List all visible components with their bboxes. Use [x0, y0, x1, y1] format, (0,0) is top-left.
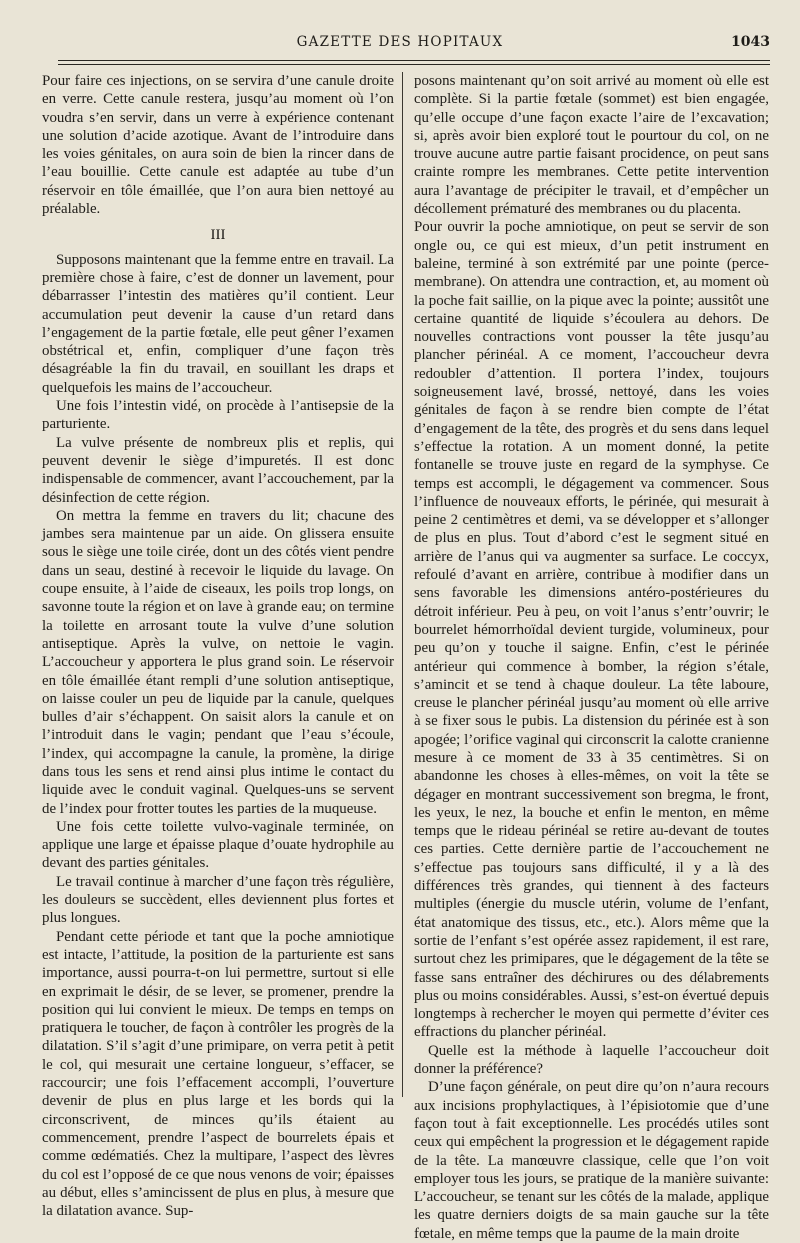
- column-divider: [402, 72, 403, 1097]
- paragraph: Pendant cette période et tant que la poche amniotique est intacte, l’attitude, la position de la parturiente est sans importance, aussi pourra-t-on lui permettre, surtout si elle en exprimait le désir, de se lever, se promener, prendre la position qui lui convient le mieux. De temps en temps on pratiquera le toucher, de façon à contrôler les progrès de la dilatation. S’il s’agit d’une primipare, on verra petit à petit le col, qui mesurait une certaine longueur, s’effacer, se raccourcir; une fois l’effacement accompli, l’ouverture devenir de plus en plus large et les bords qui la circonscrivent, de minces qu’ils étaient au commencement, prendre l’aspect de bourrelets épais et comme œdématiés. Chez la multipare, l’aspect des lèvres du col est l’opposé de ce que nous venons de voir; épaisses au début, elles s’amincissent de plus en plus, à mesure que la dilatation avance. Sup-: [42, 928, 394, 1220]
- header-rule-top: [58, 60, 770, 61]
- paragraph: La vulve présente de nombreux plis et replis, qui peuvent devenir le siège d’impuretés. Il est donc indispensable de commencer, avant l’accouchement, par la désinfection de cette région.: [42, 434, 394, 506]
- paragraph: Une fois l’intestin vidé, on procède à l’antisepsie de la parturiente.: [42, 398, 394, 433]
- section-heading: III: [210, 227, 226, 244]
- paragraph: On mettra la femme en travers du lit; chacune des jambes sera maintenue par un aide. On glissera ensuite sous le siège une toile cirée, dont un des côtés vient pendre dans un seau, destiné à recevoir le liquide du lavage. On coupe ensuite, à l’aide de ciseaux, les poils trop longs, on savonne toute la région et on lave à grande eau; on termine la toilette en arrosant toute la vulve d’une solution antiseptique. Après la vulve, on nettoie le vagin. L’accoucheur y apportera le plus grand soin. Le réservoir en tôle émaillée étant rempli d’une solution antiseptique, on laisse couler un peu de liquide par la canule, quelques bulles d’air s’échappent. On saisit alors la canule et on l’introduit dans le vagin; pendant que l’eau s’écoule, l’index, qui accompagne la canule, la promène, la dirige dans tous les sens et rend ainsi plus intime le contact du liquide avec le conduit vaginal. Quelques-uns se servent de l’index pour frotter toutes les parties de la muqueuse.: [42, 507, 394, 817]
- paragraph: Une fois cette toilette vulvo-vaginale terminée, on applique une large et épaisse plaque d’ouate hydrophile au devant des parties génitales.: [42, 818, 394, 872]
- paragraph: posons maintenant qu’on soit arrivé au moment où elle est complète. Si la partie fœtale (sommet) est bien engagée, qu’elle occupe d’une façon exacte l’aire de l’excavation; si, après avoir bien exploré tout le pourtour du col, on ne trouve aucune autre partie faisant procidence, on peut sans crainte rompre les membranes. Cette petite intervention aura l’avantage de précipiter le travail, et d’empêcher un décollement prématuré des membranes ou du placenta.: [414, 73, 769, 218]
- page-number: 1043: [731, 34, 770, 50]
- paragraph: Pour ouvrir la poche amniotique, on peut se servir de son ongle ou, ce qui est mieux, d’un petit instrument en baleine, terminé à son extrémité par une pointe (perce-membrane). On attendra une contraction, et, au moment où la poche fait saillie, on la pique avec la pointe; aussitôt une certaine quantité de liquide s’écoulera au dehors. De nouvelles contractions vont pousser la tête jusqu’au plancher périnéal. A ce moment, l’accoucheur devra redoubler d’attention. Il portera l’index, toujours soigneusement lavé, brossé, nettoyé, dans les voies génitales de façon à se rendre bien compte de l’état d’engagement de la tête, des progrès et du sens dans lequel s’effectue la rotation. A un moment donné, la petite fontanelle se trouve juste en regard de la symphyse. Ce temps est accompli, le dégagement va commencer. Sous l’influence de nouveaux efforts, le périnée, qui mesurait à peine 2 centimètres et demi, va se développer et s’allonger de plus en plus. Tout d’abord c’est le segment situé en arrière de l’anus qui va augmenter sa surface. Le coccyx, refoulé d’avant en arrière, contribue à modifier dans un sens favorable les dimensions antéro-postérieures du détroit inférieur. Peu à peu, on voit l’anus s’entr’ouvrir; le bourrelet hémorrhoïdal devient turgide, volumineux, pour peu qu’on y touche il saigne. Enfin, c’est le périnée antérieur qui commence à bomber, la région s’étale, s’amincit et se tend à chaque douleur. La tête laboure, creuse le plancher périnéal jusqu’au moment où elle arrive à se fixer sous le pubis. La distension du périnée est à son apogée; l’orifice vaginal qui circonscrit la calotte cranienne mesure à ce moment de 33 à 35 centimètres. Si on abandonne les choses à elles-mêmes, on voit la tête se dégager en montrant successivement son bregma, le front, les yeux, le nez, la bouche et enfin le menton, en même temps que le rideau périnéal se retire au-devant de toutes ces parties. Cette dernière partie de l’accouchement ne s’effectue pas toujours sans difficulté, il y a là des différences très grandes, qui tiennent à des facteurs multiples (énergie du muscle utérin, volume de l’enfant, état anatomique des tissus, etc., etc.). Alors même que la sortie de l’enfant s’est opérée assez rapidement, il est rare, surtout chez les primipares, que le dégagement de la tête se fasse sans entraîner des déchirures ou des délabrements plus ou moins considérables. Aussi, s’est-on évertué depuis longtemps à rechercher le moyen qui permette d’éviter ces effractions du plancher périnéal.: [414, 219, 769, 1041]
- paragraph: Le travail continue à marcher d’une façon très régulière, les douleurs se succèdent, elles deviennent plus fortes et plus longues.: [42, 873, 394, 927]
- paragraph: D’une façon générale, on peut dire qu’on n’aura recours aux incisions prophylactiques, à l’épisiotomie que d’une façon tout à fait exceptionnelle. Les procédés utiles sont ceux qui empêchent la progression et le dégagement rapide de la tête. La manœuvre classique, celle que l’on voit employer tous les jours, se pratique de la manière suivante: L’accoucheur, se tenant sur les côtés de la malade, applique les quatre derniers doigts de sa main gauche sur la tête fœtale, en même temps que la paume de la main droite: [414, 1079, 769, 1242]
- paragraph: Quelle est la méthode à laquelle l’accoucheur doit donner la préférence?: [414, 1042, 769, 1078]
- header-rule-bottom: [58, 64, 770, 65]
- page-header: [30, 34, 770, 56]
- paragraph: Supposons maintenant que la femme entre en travail. La première chose à faire, c’est de donner un lavement, pour débarrasser l’intestin des matières qu’il contient. Leur accumulation peut devenir la cause d’un retard dans l’engagement de la partie fœtale, elle peut gêner l’examen obstétrical et, enfin, compliquer d’une façon très désagréable la fin du travail, en souillant les draps et quelquefois les mains de l’accoucheur.: [42, 251, 394, 396]
- right-column: [414, 72, 769, 1243]
- left-column: [42, 72, 394, 1220]
- journal-title: GAZETTE DES HOPITAUX: [296, 34, 504, 50]
- paragraph: Pour faire ces injections, on se servira d’une canule droite en verre. Cette canule restera, jusqu’au moment où l’on voudra s’en servir, dans un verre à expérience contenant une solution d’acide azotique. Avant de l’introduire dans les voies génitales, on aura soin de bien la rincer dans de l’eau bouillie. Cette canule est adaptée au tube d’un réservoir en tôle émaillée, que l’on aura bien nettoyé au préalable.: [42, 73, 394, 218]
